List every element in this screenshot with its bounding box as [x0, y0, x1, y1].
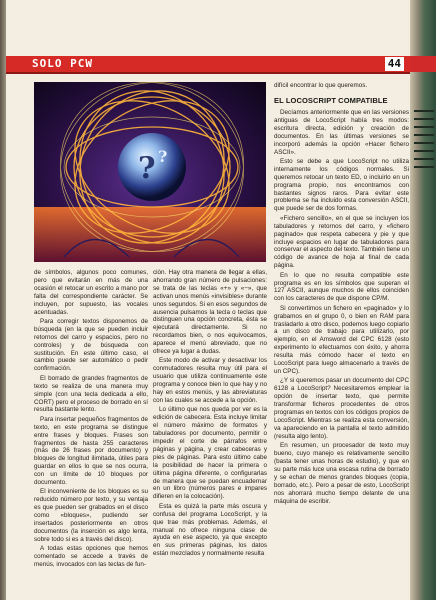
section-headline: EL LOCOSCRIPT COMPATIBLE	[274, 96, 388, 105]
paragraph: Para insertar pequeños fragmentos de texto, en este programa se distingue entre frases y bloques. Frases son fragmentos de hasta 255 caracteres (más de 26 frases por documento) y bloques de longitud ilimitada, útiles para guardar en ellos lo que se nos ocurra, con un límite de 10 bloques por documento.	[34, 415, 148, 487]
question-sphere-illustration	[34, 82, 266, 262]
edge-mark	[414, 126, 434, 128]
page-number: 44	[385, 57, 404, 71]
svg-text:?: ?	[158, 147, 168, 166]
text-column-2	[153, 269, 267, 560]
section-title: SOLO PCW	[32, 57, 93, 70]
sphere-graphic	[34, 82, 266, 262]
edge-mark	[414, 166, 434, 168]
paragraph: Decíamos anteriormente que en las versiones antiguas de LocoScript había tres modos: escritura directa, edición y creación de documentos. En las últimas versiones se incorporó además la opción «Hacer fichero ASCII».	[274, 109, 409, 156]
paragraph: Esta es quizá la parte más oscura y confusa del programa LocoScript, y la que trae más problemas. Además, el manual no ofrece ninguna clase de ayuda en ese aspecto, ya que excepto en sus primeras páginas, los datos están mezclados y normalmente resulta	[153, 502, 267, 558]
edge-mark	[414, 142, 434, 144]
paragraph: Si convertimos un fichero en «paginado» y lo grabamos en el grupo 0, o bien en RAM para trasladarlo a otro disco, podemos luego copiarlo a un disco de trabajo para utilizarlo, por ejemplo, en el Amsword del CPC 6128 (esto experimento lo efectuamos con éxito, y ahorra resulta más cómodo hacer el texto en LocoScript para luego almacenarlo a través de un CPC).	[274, 304, 409, 375]
magazine-page	[6, 0, 410, 600]
paragraph: El inconveniente de los bloques es su reducido número por texto, y su ventaja es que pueden ser grabados en el disco como «bloques», pudiendo ser insertados posteriormente en otros documentos (la inserción es algo lenta, sobre todo si es a través del disco).	[34, 488, 148, 543]
paragraph: El borrado de grandes fragmentos de texto se realiza de una manera muy simple (con una tecla dedicada a ello, CORT) pero el proceso de borrado en sí resulta bastante lento.	[34, 374, 148, 414]
paragraph: Esto se debe a que LocoScript no utiliza internamente los códigos normales. Si queremos retocar un texto ED, o incluirlo en un programa propio, nos encontramos con bastantes signos raros. Para evitar este problema se ha incluido esta conversión ASCII, que puede ser de dos formas.	[274, 157, 409, 213]
paragraph: ¿Y si queremos pasar un documento del CPC 6128 a LocoScript? Necesitaremos emplear la opción de insertar texto, que permite transformar ficheros procedentes de otros programas en textos con los códigos propios de LocoScript. Mientras se realiza esta conversión, va apareciendo en la pantalla el texto admitido (resulta algo lento).	[274, 377, 409, 440]
adjacent-page-edge	[410, 0, 436, 600]
paragraph: de símbolos, algunos poco comunes, pero que evitarán en más de una ocasión el retocar un escrito a mano por falta del correspondiente carácter. Se incluyen, por supuesto, las vocales acentuadas.	[34, 269, 148, 316]
edge-red-bar	[410, 56, 436, 72]
text-column-3-continuation: difícil encontrar lo que queremos.	[274, 82, 368, 89]
svg-text:?: ?	[138, 151, 156, 186]
paragraph: Para corregir textos disponemos de búsqueda (en la que se pueden incluir retornos del carro y espacios, pero no controles) y de búsqueda con sustitución. En este último caso, el cambio puede ser automático o pedir confirmación.	[34, 317, 148, 373]
edge-mark	[414, 110, 434, 112]
text-column-3	[274, 109, 409, 507]
paragraph: ción. Hay otra manera de llegar a ellas, ahorrando gran número de pulsaciones: se trata de las teclas «+» y «−», que activan unos menús «invisibles» durante unos segundos. Si en esos segundos de ausencia pulsamos la tecla o teclas que distinguen una opción concreta, ésta se ejecutará directamente. Si no recordamos bien, o nos equivocamos, aparece el menú abreviado, que no ofrece ya lugar a dudas.	[153, 269, 267, 356]
edge-mark	[414, 158, 434, 160]
edge-mark	[414, 150, 434, 152]
text-column-1	[34, 269, 148, 571]
edge-mark	[414, 134, 434, 136]
paragraph: A todas estas opciones que hemos comentado se accede a través de menús, invocados con las teclas de fun-	[34, 545, 148, 569]
paragraph: «Fichero sencillo», en el que se incluyen los tabuladores y retornos del carro, y «fichero paginado» que respeta cabecera y pie y que incluye espacios en lugar de tabuladores para conservar el aspecto del texto. También tiene un código de avance de hoja al final de cada página.	[274, 214, 409, 270]
paragraph: Lo último que nos queda por ver es la edición de cabecera. Esta incluye limitar el número máximo de formatos y tabuladores por documento, permitir o impedir el corte de párrafos entre páginas y página, y crear cabeceras y pies de páginas. Para esto último cabe la posibilidad de hacer la primera o última página diferente, o configurarlas de manera que se puedan encuadernar en un libro (números pares e impares difieren en la colocación).	[153, 406, 267, 501]
paragraph: En lo que no resulta compatible este programa es en los símbolos que superan el 127 ASCII, aunque muchos de ellos coinciden con los caracteres de que dispone CP/M.	[274, 271, 409, 303]
paragraph: Este modo de activar y desactivar los conmutadores resulta muy útil para el usuario que utiliza continuamente este programa y conoce bien lo que hay y no hay en estos menús, y las abreviaturas con las cuales se accede a la opción.	[153, 357, 267, 404]
section-header-bar	[6, 56, 410, 74]
paragraph: En resumen, un procesador de texto muy bueno, cuyo manejo es relativamente sencillo (basta tener unas horas de estudio), y que en su parte más luce una escasa rutina de borrado y se echan de menos grandes bloques (copia, borrado, etc.). Pero a pesar de esto, LocoScript nos ahorrará mucho tiempo delante de una máquina de escribir.	[274, 442, 409, 505]
edge-mark	[414, 118, 434, 120]
